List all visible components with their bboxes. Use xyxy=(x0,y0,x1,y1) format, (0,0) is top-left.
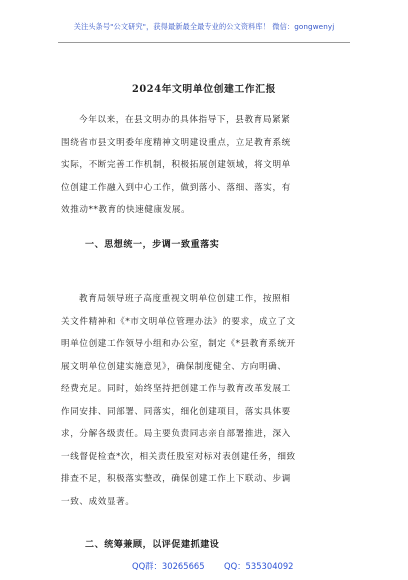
paragraph-line: 位创建工作融入到中心工作，做到落小、落细、落实，有 xyxy=(61,182,291,193)
qq-contact-link[interactable]: QQ：535304092 xyxy=(224,561,294,571)
paragraph-line: 教育局领导班子高度重视文明单位创建工作，按照相 xyxy=(79,294,291,304)
paragraph-line: 一致、成效显著。 xyxy=(61,496,135,507)
paragraph-line: 展文明单位创建实施意见》，确保制度健全、方向明确、 xyxy=(61,361,287,372)
paragraph-line: 作同安排、同部署、同落实，细化创建项目，落实具体要 xyxy=(61,406,291,417)
document-title: 2024年文明单位创建工作汇报 xyxy=(131,84,277,95)
section-heading-2: 二、统筹兼顾，以评促建抓建设 xyxy=(85,540,220,550)
paragraph-line: 一线督促检查*次，相关责任股室对标对表创建任务，细致 xyxy=(61,451,296,462)
header-banner[interactable]: 关注头条号"公文研究"，获得最新最全最专业的公文资料库！ 微信：gongwenyj xyxy=(73,22,335,31)
paragraph-line: 明单位创建工作领导小组和办公室，制定《*县教育系统开 xyxy=(61,339,296,349)
section-heading-1: 一、思想统一，步调一致重落实 xyxy=(85,240,220,250)
paragraph-line: 今年以来，在县文明办的具体指导下，县教育局紧紧 xyxy=(79,115,291,125)
paragraph-line: 关文件精神和《*市文明单位管理办法》的要求，成立了文 xyxy=(61,316,296,327)
header-divider xyxy=(58,42,350,43)
paragraph-line: 实际，不断完善工作机制，积极拓展创建领域，将文明单 xyxy=(61,160,291,170)
paragraph-line: 求，分解各级责任。局主要负责同志亲自部署推进，深入 xyxy=(61,429,291,439)
paragraph-line: 经费充足。同时，始终坚持把创建工作与教育改革发展工 xyxy=(61,384,291,394)
paragraph-intro xyxy=(61,109,350,222)
qq-group-link[interactable]: QQ群：30265665 xyxy=(132,561,205,571)
paragraph-section-1 xyxy=(61,288,350,513)
footer-contact xyxy=(0,560,408,572)
paragraph-line: 效推动**教育的快速健康发展。 xyxy=(61,205,191,215)
paragraph-line: 围绕省市县文明委年度精神文明建设重点，立足教育系统 xyxy=(61,137,291,148)
paragraph-line: 排查不足，积极落实整改，确保创建工作上下联动、步调 xyxy=(61,474,291,484)
